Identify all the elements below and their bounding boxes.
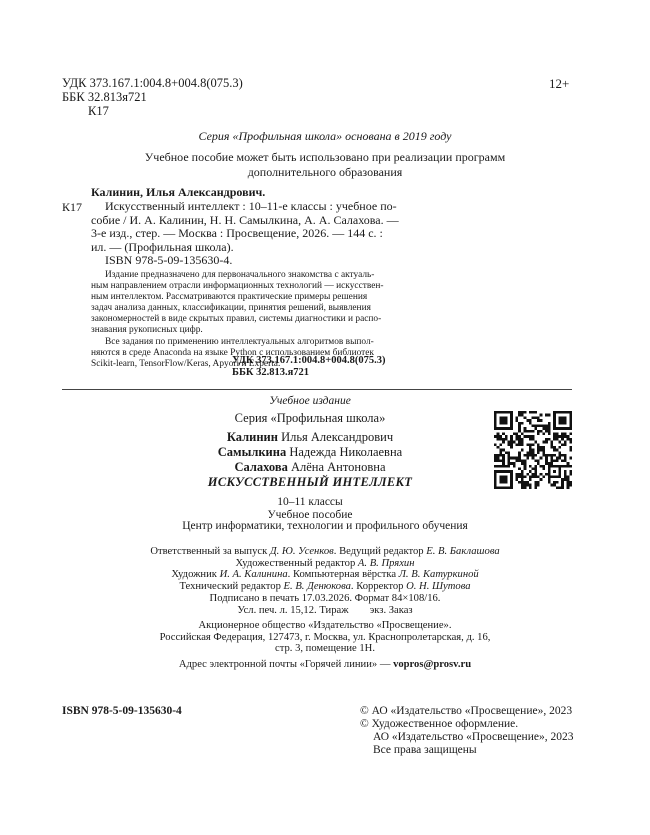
staff-line (40, 558, 610, 570)
annotation-line: ным направлением отрасли информационных технологий — искусствен- (91, 281, 384, 292)
copyright-line: © Художественное оформление. (360, 718, 519, 730)
annotation-line: ным интеллектом. Рассматриваются практические примеры решения (91, 292, 368, 303)
usage-note-line: Учебное пособие может быть использовано при реализации программ (144, 150, 506, 164)
staff-role: . Ведущий редактор (333, 546, 424, 557)
author-name: Алёна Антоновна (290, 460, 386, 474)
hotline (40, 659, 610, 670)
series-note: Серия «Профильная школа» основана в 2019 году (198, 129, 452, 143)
book-kind: Учебное пособие (267, 509, 353, 521)
staff-name: И. А. Калинина (219, 569, 288, 580)
staff-credits (40, 546, 610, 592)
copyright-line: Все права защищены (373, 744, 477, 756)
bib-line: собие / И. А. Калинин, Н. Н. Самылкина, А. А. Салахова. — (91, 212, 399, 227)
bib-bbk: ББК 32.813.я721 (232, 367, 310, 378)
print-line: Усл. печ. л. 15,12. Тираж экз. Заказ (237, 605, 413, 616)
staff-role: . Корректор (350, 580, 404, 592)
print-line: Подписано в печать 17.03.2026. Формат 84×108/16. (209, 593, 441, 604)
staff-role: Технический редактор (179, 580, 281, 592)
annotation-line: Издание предназначено для первоначального знакомства с актуаль- (105, 270, 375, 280)
annotation-line: няются в среде Anaconda на языке Python с использованием библиотек (91, 347, 374, 358)
bib-description (91, 200, 399, 268)
usage-note-line: дополнительного образования (247, 165, 403, 179)
author-name: Илья Александрович (281, 430, 394, 444)
author-mark: К17 (88, 104, 109, 118)
usage-note (0, 150, 650, 180)
bib-udk: УДК 373.167.1:004.8+004.8(075.3) (232, 355, 386, 366)
bib-classification (232, 355, 385, 379)
bib-code: К17 (62, 200, 83, 214)
staff-name: А. В. Пряхин (357, 557, 415, 569)
staff-role: Художественный редактор (235, 557, 356, 569)
udk-code: УДК 373.167.1:004.8+004.8(075.3) (62, 76, 243, 90)
author-surname: Салахова (234, 460, 288, 474)
copyright-block (360, 705, 573, 757)
udk-header (62, 76, 243, 118)
staff-role: . Компьютерная вёрстка (287, 569, 397, 580)
footer-isbn: ISBN 978-5-09-135630-4 (62, 705, 182, 717)
author-line (150, 460, 470, 475)
divider (62, 389, 572, 390)
staff-role: Ответственный за выпуск (150, 546, 268, 557)
bib-line: Искусственный интеллект : 10–11-е классы : учебное по- (105, 199, 397, 213)
annotation-line: Все задания по применению интеллектуальных алгоритмов выпол- (105, 336, 374, 347)
staff-line (40, 546, 610, 558)
bib-line: 3-е изд., стер. — Москва : Просвещение, 2026. — 144 с. : (91, 226, 383, 240)
annotation-line: задач анализа данных, классификации, принятия решений, выявления (91, 303, 371, 314)
copyright-line: © АО «Издательство «Просвещение», 2023 (360, 705, 573, 717)
author-name: Надежда Николаевна (289, 445, 403, 459)
staff-name: Л. В. Катуркиной (398, 569, 479, 580)
edu-center: Центр информатики, технологии и профильного обучения (182, 520, 468, 532)
bib-line: ISBN 978-5-09-135630-4. (105, 253, 233, 267)
print-info (40, 593, 610, 617)
staff-name: Д. Ю. Усенков (269, 546, 334, 557)
qr-code-icon (494, 411, 572, 489)
author-surname: Самылкина (217, 445, 287, 459)
edition-type: Учебное издание (269, 395, 351, 407)
publisher-info (40, 620, 610, 655)
grades-kind (190, 496, 430, 522)
bib-line: ил. — (Профильная школа). (91, 239, 234, 254)
author-surname: Калинин (226, 430, 278, 444)
annotation-line: Scikit-learn, TensorFlow/Keras, Apyori и Experta. (91, 358, 281, 369)
staff-line (40, 569, 610, 581)
publisher-line: Акционерное общество «Издательство «Просвещение». (198, 620, 452, 631)
grades: 10–11 классы (277, 496, 343, 508)
annotation-line: знавания рукописных цифр. (91, 325, 203, 336)
author-line (150, 430, 470, 445)
author-line (150, 445, 470, 460)
staff-line (40, 581, 610, 593)
age-rating: 12+ (549, 76, 570, 91)
imprint-series: Серия «Профильная школа» (234, 411, 386, 425)
book-title: ИСКУССТВЕННЫЙ ИНТЕЛЛЕКТ (207, 475, 413, 489)
publisher-line: стр. 3, помещение 1Н. (275, 643, 375, 654)
bbk-code: ББК 32.813я721 (62, 90, 147, 104)
publisher-line: Российская Федерация, 127473, г. Москва, ул. Краснопролетарская, д. 16, (159, 631, 491, 643)
qr-modules (494, 411, 572, 489)
copyright-line: АО «Издательство «Просвещение», 2023 (373, 731, 574, 743)
imprint-authors (150, 430, 470, 475)
hotline-email[interactable]: vopros@prosv.ru (393, 659, 472, 670)
annotation-line: закономерностей в виде скрытых правил, системы диагностики и распо- (91, 314, 382, 325)
hotline-label: Адрес электронной почты «Горячей линии» — (178, 659, 394, 670)
staff-name: Е. В. Денюкова (283, 580, 351, 592)
bib-author: Калинин, Илья Александрович. (91, 185, 266, 199)
staff-name: Е. В. Баклашова (426, 546, 500, 557)
staff-name: О. Н. Шутова (406, 580, 471, 592)
staff-role: Художник (171, 569, 217, 580)
